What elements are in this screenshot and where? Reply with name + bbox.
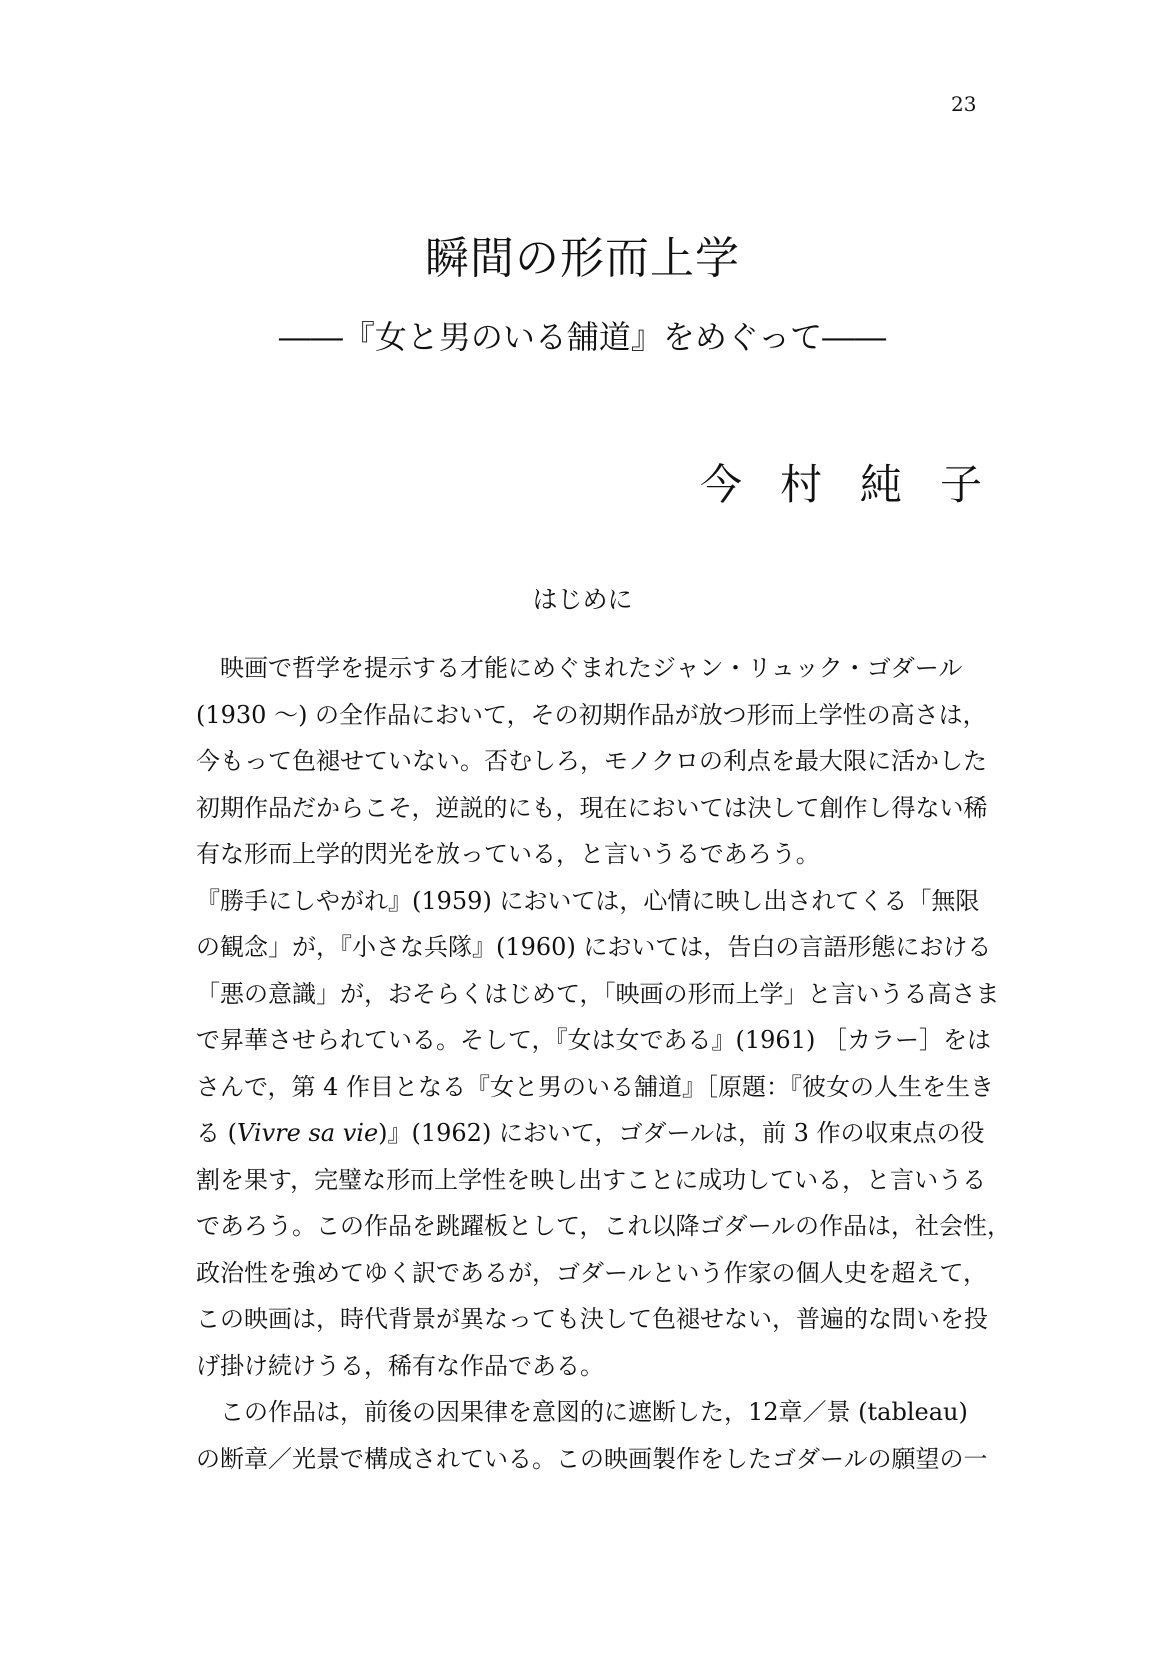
text-line: 『勝手にしやがれ』(1959) においては，心情に映し出されてくる「無限 <box>196 886 980 915</box>
text-line: さんで，第 4 作目となる『女と男のいる舗道』［原題：『彼女の人生を生き <box>196 1072 995 1101</box>
text-segment: )』(1962) において，ゴダールは，前 3 作の収束点の役 <box>378 1119 985 1147</box>
text-line: この作品は，前後の因果律を意図的に遮断した，12章／景 (tableau) <box>220 1398 968 1426</box>
text-line: の断章／光景で構成されている。この映画製作をしたゴダールの願望の一 <box>196 1444 988 1473</box>
foreign-title: Vivre sa vie <box>237 1119 379 1147</box>
text-line: の観念」が，『小さな兵隊』(1960) においては，告白の言語形態における <box>196 933 992 961</box>
author-char: 今 <box>700 460 743 509</box>
text-line: 初期作品だからこそ，逆説的にも，現在においては決して創作し得ない稀 <box>196 793 988 822</box>
text-line: 有な形而上学的閃光を放っている，と言いうるであろう。 <box>196 840 820 868</box>
text-line: 今もって色褪せていない。否むしろ，モノクロの利点を最大限に活かした <box>196 747 988 775</box>
body-text <box>196 645 1016 1482</box>
author-char: 純 <box>860 460 903 509</box>
text-line: 映画で哲学を提示する才能にめぐまれたジャン・リュック・ゴダール <box>220 654 963 682</box>
text-line <box>196 1110 1016 1157</box>
text-segment: る ( <box>196 1119 237 1147</box>
paragraph-2 <box>196 878 1016 1390</box>
author-char: 村 <box>780 460 823 509</box>
text-line: (1930 〜) の全作品において，その初期作品が放つ形而上学性の高さは， <box>196 700 987 729</box>
paper-subtitle: ――『女と男のいる舗道』をめぐって―― <box>278 318 887 356</box>
paragraph-3 <box>196 1389 1016 1482</box>
text-line: であろう。この作品を跳躍板として，これ以降ゴダールの作品は，社会性， <box>196 1212 1012 1240</box>
paragraph-1 <box>196 645 1016 878</box>
text-line: 割を果す，完璧な形而上学性を映し出すことに成功している，と言いうる <box>196 1165 987 1194</box>
text-line: げ掛け続けうる，稀有な作品である。 <box>196 1351 604 1380</box>
text-line: で昇華させられている。そして，『女は女である』(1961) ［カラー］をは <box>196 1026 991 1054</box>
author-char: 子 <box>940 460 983 509</box>
text-line: この映画は，時代背景が異なっても決して色褪せない，普遍的な問いを投 <box>196 1305 988 1333</box>
paper-title: 瞬間の形而上学 <box>425 233 740 284</box>
text-line: 「悪の意識」が，おそらくはじめて，「映画の形而上学」と言いうる高さま <box>196 979 1000 1008</box>
section-heading: はじめに <box>532 585 633 614</box>
page-number: 23 <box>951 92 977 116</box>
author-name <box>700 452 1020 512</box>
text-line: 政治性を強めてゆく訳であるが，ゴダールという作家の個人史を超えて， <box>196 1258 988 1287</box>
